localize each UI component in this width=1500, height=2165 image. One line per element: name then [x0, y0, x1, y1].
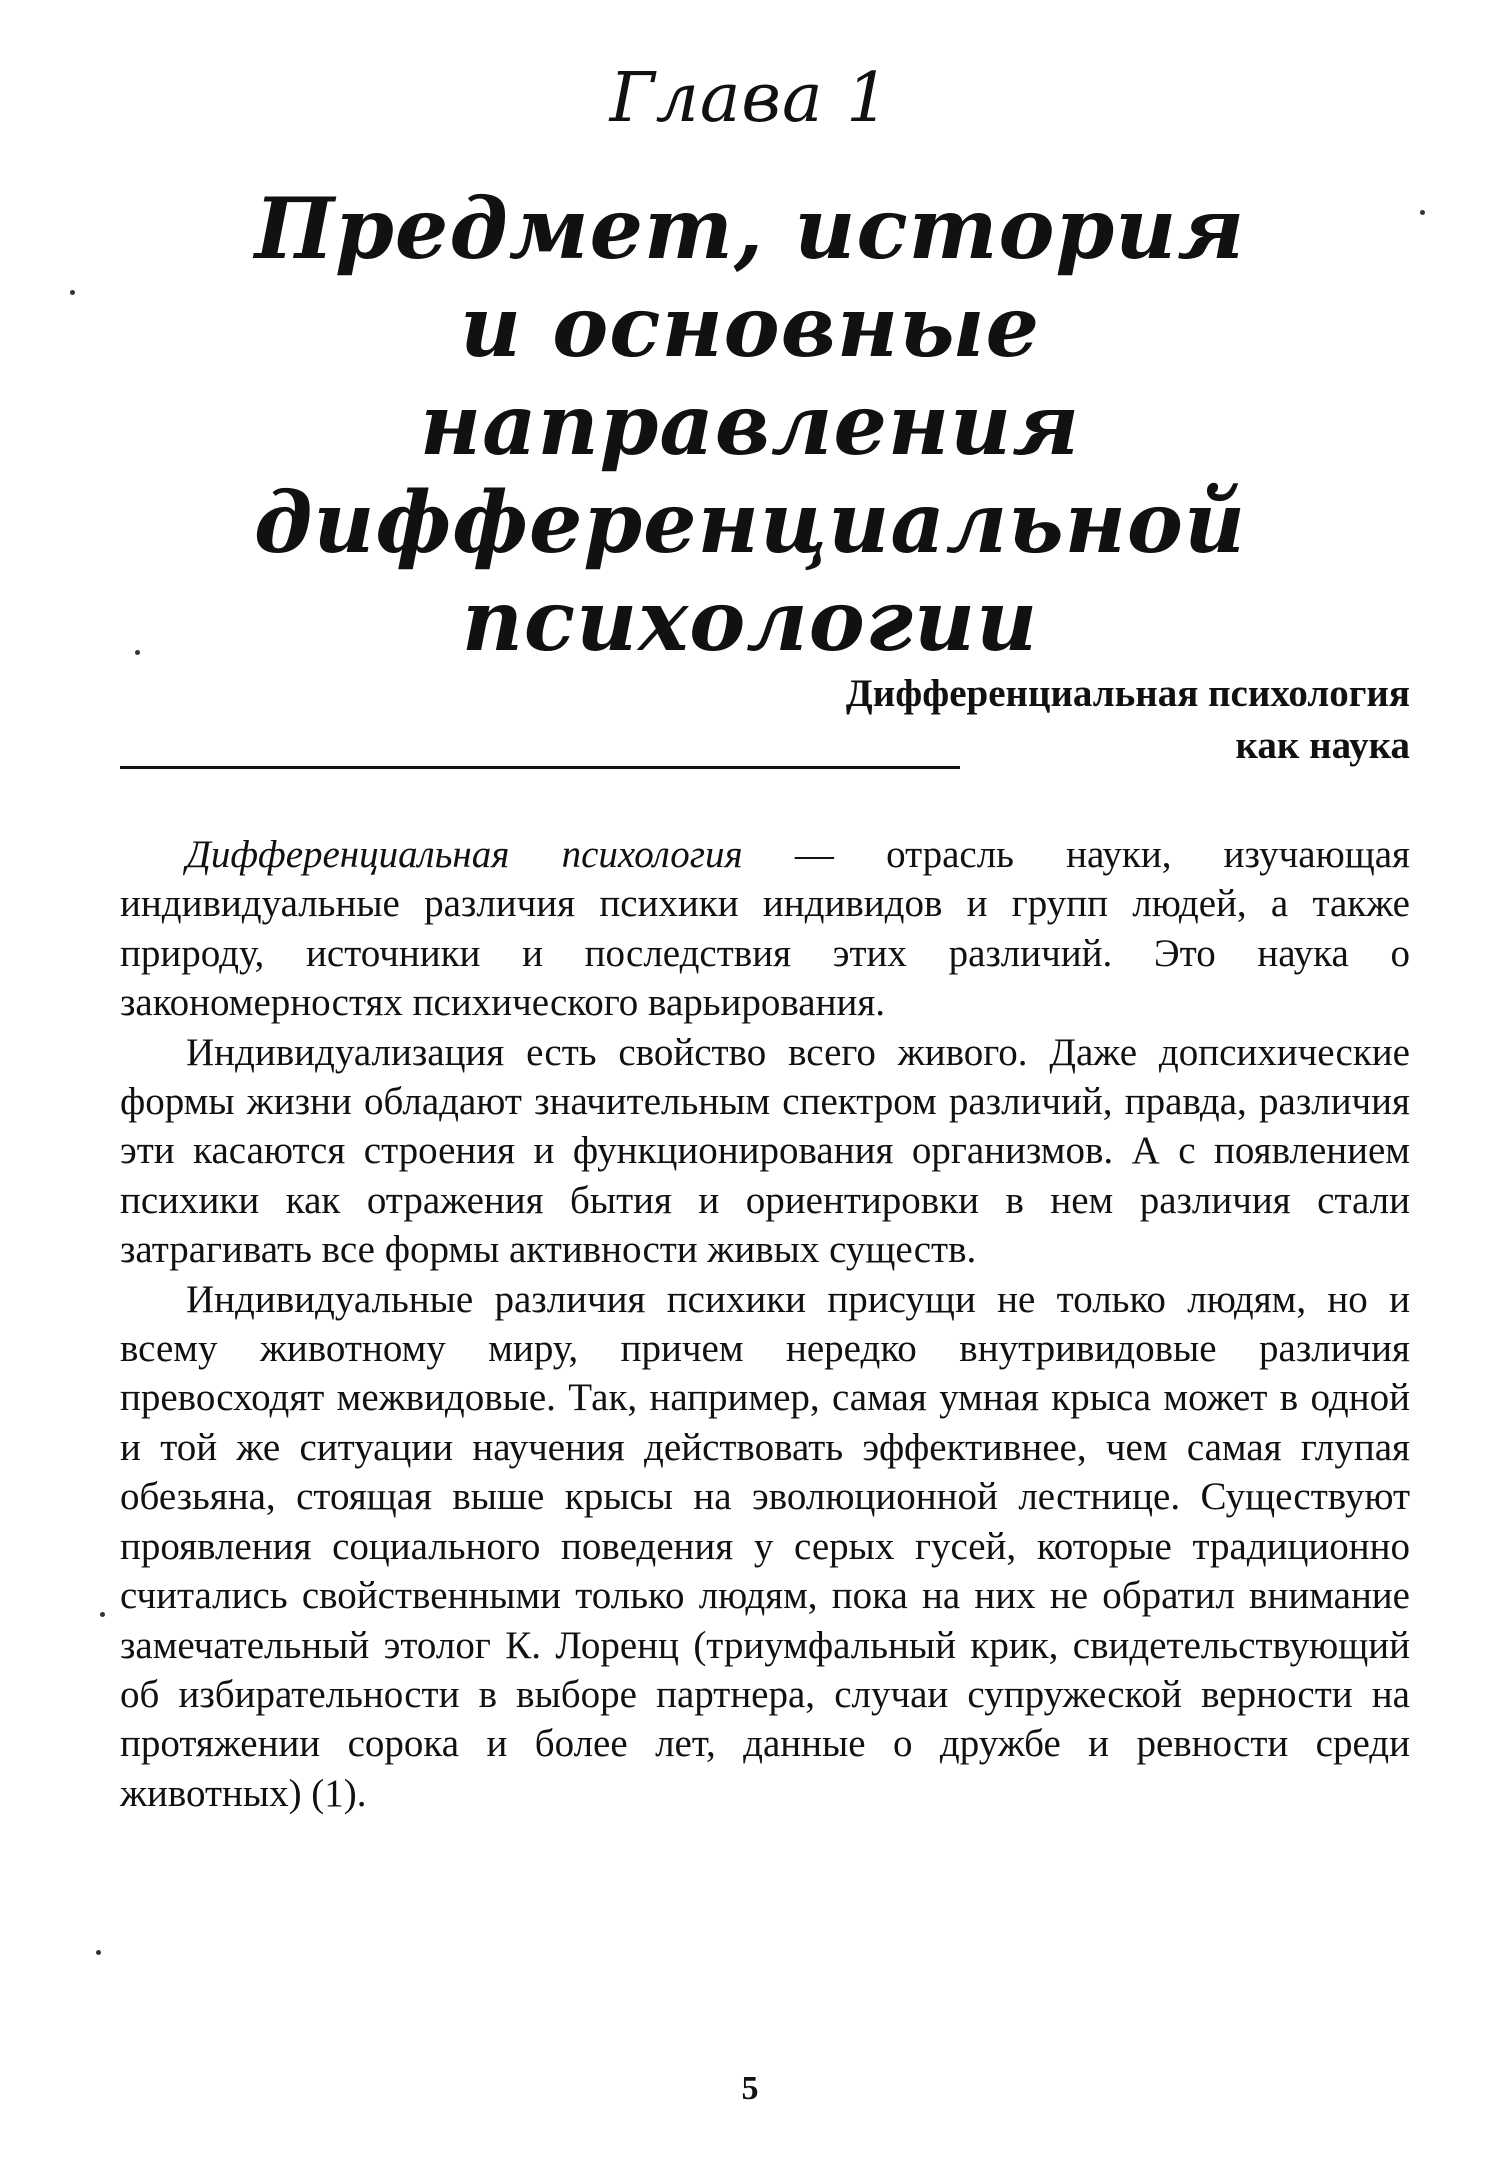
- chapter-title-line: психологии: [461, 571, 1039, 670]
- paragraph-text: Индивидуализация есть свойство всего живого. Даже допсихические формы жизни обладают значительным спектром различий, правда, различия эти касаются строения и функционирования организмов. А с появлением психики как отражения бытия и ориентировки в нем различия стали затрагивать все формы активности живых существ.: [120, 1030, 1410, 1272]
- scan-speck: [100, 1612, 105, 1617]
- chapter-title-line: Предмет, история: [254, 179, 1246, 278]
- section-title-line: Дифференциальная психология: [845, 672, 1410, 715]
- section-title: [650, 668, 1410, 772]
- paragraph: [120, 1028, 1410, 1275]
- scan-speck: [1420, 210, 1425, 215]
- paragraph: [120, 1275, 1410, 1818]
- chapter-title-line: и основные направления: [419, 277, 1081, 474]
- paragraph: [120, 830, 1410, 1028]
- chapter-title: [150, 180, 1350, 670]
- section-divider: [120, 766, 960, 769]
- chapter-label: Глава 1: [609, 59, 891, 138]
- chapter-title-line: дифференциальной: [253, 473, 1247, 572]
- scan-speck: [135, 650, 140, 655]
- scan-speck: [70, 290, 75, 295]
- scan-speck: [96, 1950, 101, 1955]
- paragraph-text: — отрасль науки, изучающая индивидуальные различия психики индивидов и групп людей, а также природу, источники и последствия этих различий. Это наука о закономерностях психического варьирования.: [120, 833, 1410, 1025]
- defined-term: Дифференциальная психология: [186, 833, 743, 876]
- section-title-line: как наука: [1235, 724, 1410, 767]
- paragraph-text: Индивидуальные различия психики присущи не только людям, но и всему животному миру, причем нередко внутривидовые различия превосходят межвидовые. Так, например, самая умная крыса может в одной и той же ситуации научения действовать эффективнее, чем самая глупая обезьяна, стоящая выше крысы на эволюционной лестнице. Существуют проявления социального поведения у серых гусей, которые традиционно считались свойственными только людям, пока на них не обратил внимание замечательный этолог К. Лоренц (триумфальный крик, свидетельствующий об избирательности в выборе партнера, случаи супружеской верности на протяжении сорока и более лет, данные о дружбе и ревности среди животных) (1).: [120, 1277, 1410, 1815]
- body-text: [120, 830, 1410, 1818]
- page-number: 5: [741, 2070, 759, 2107]
